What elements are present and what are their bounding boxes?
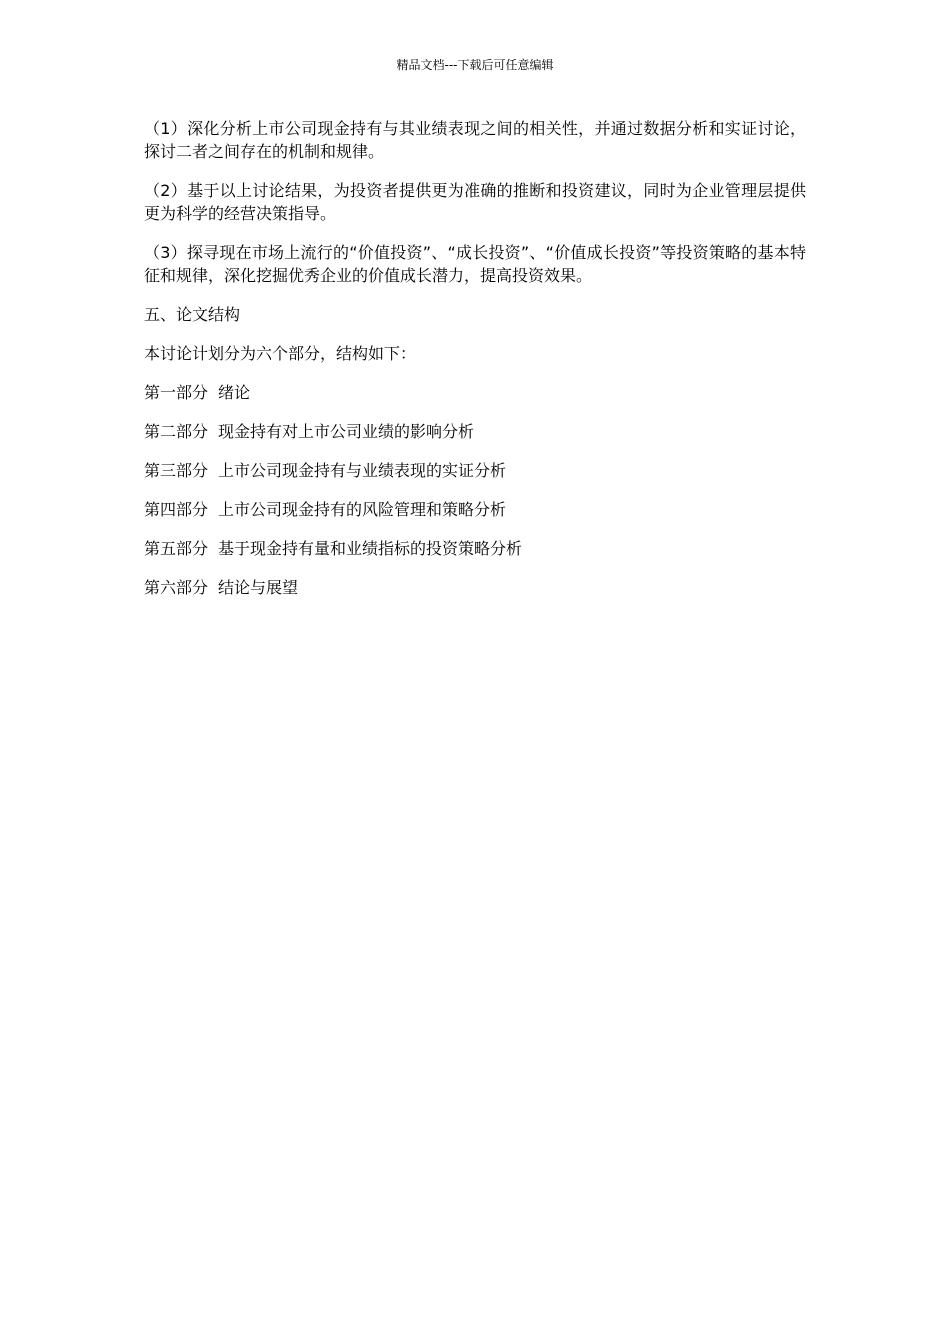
section-heading: 五、论文结构 <box>144 305 241 324</box>
part-title: 现金持有对上市公司业绩的影响分析 <box>218 422 475 441</box>
part-title: 上市公司现金持有与业绩表现的实证分析 <box>218 461 507 480</box>
part-title: 上市公司现金持有的风险管理和策略分析 <box>218 500 507 519</box>
part-label: 第四部分 <box>144 500 209 519</box>
part-label: 第一部分 <box>144 383 209 402</box>
part-label: 第三部分 <box>144 461 209 480</box>
section-intro: 本讨论计划分为六个部分，结构如下： <box>144 344 417 363</box>
part-item <box>144 537 806 560</box>
document-body <box>144 117 806 615</box>
part-label: 第六部分 <box>144 578 209 597</box>
part-item <box>144 498 806 521</box>
objective-paragraph-2: （2）基于以上讨论结果，为投资者提供更为准确的推断和投资建议，同时为企业管理层提供更为科学的经营决策指导。 <box>144 181 806 223</box>
objective-paragraph-1: （1）深化分析上市公司现金持有与其业绩表现之间的相关性，并通过数据分析和实证讨论，探讨二者之间存在的机制和规律。 <box>144 119 806 161</box>
part-item <box>144 576 806 599</box>
part-title: 结论与展望 <box>218 578 299 597</box>
part-item <box>144 381 806 404</box>
part-item <box>144 459 806 482</box>
part-item <box>144 420 806 443</box>
part-title: 基于现金持有量和业绩指标的投资策略分析 <box>218 539 523 558</box>
page-header: 精品文档---下载后可任意编辑 <box>396 58 554 72</box>
part-label: 第五部分 <box>144 539 209 558</box>
objective-paragraph-3: （3）探寻现在市场上流行的“价值投资”、“成长投资”、“价值成长投资”等投资策略的基本特征和规律，深化挖掘优秀企业的价值成长潜力，提高投资效果。 <box>144 243 806 285</box>
part-title: 绪论 <box>218 383 251 402</box>
part-label: 第二部分 <box>144 422 209 441</box>
